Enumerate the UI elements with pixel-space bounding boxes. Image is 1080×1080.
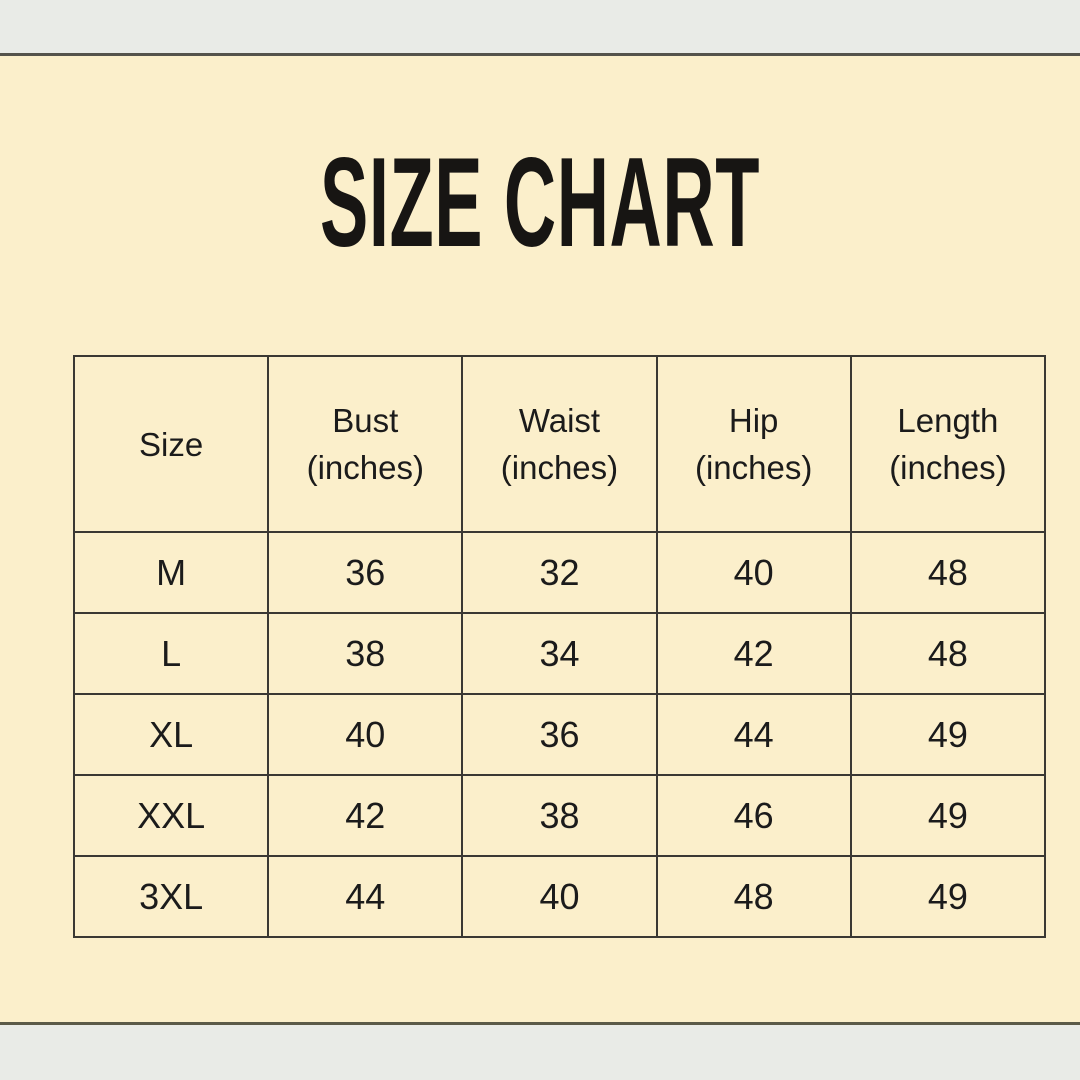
cell-waist: 34: [462, 613, 656, 694]
cell-waist: 40: [462, 856, 656, 937]
cell-size: L: [74, 613, 268, 694]
page-title-text: SIZE CHART: [319, 131, 761, 273]
cell-size: XL: [74, 694, 268, 775]
cell-waist: 32: [462, 532, 656, 613]
header-row: [74, 356, 1045, 532]
bottom-gray-strip: [0, 1022, 1080, 1080]
cell-waist: 38: [462, 775, 656, 856]
header-label: Hip: [728, 402, 779, 439]
size-chart-table-header: [74, 356, 1045, 532]
cell-length: 48: [851, 532, 1045, 613]
table-row-l: [74, 613, 1045, 694]
page-title: [0, 131, 1080, 273]
header-cell-bust: [268, 356, 462, 532]
cell-hip: 44: [657, 694, 851, 775]
cell-bust: 38: [268, 613, 462, 694]
cell-size: 3XL: [74, 856, 268, 937]
table-row-m: [74, 532, 1045, 613]
header-label: Waist: [518, 402, 601, 439]
table-row-xxl: [74, 775, 1045, 856]
cell-hip: 42: [657, 613, 851, 694]
size-chart-table-body: [74, 532, 1045, 937]
cell-hip: 46: [657, 775, 851, 856]
cell-bust: 44: [268, 856, 462, 937]
cell-hip: 48: [657, 856, 851, 937]
header-unit: (inches): [306, 449, 424, 486]
header-cell-hip: [657, 356, 851, 532]
header-label: Bust: [332, 402, 399, 439]
cell-length: 49: [851, 856, 1045, 937]
size-chart-table: [73, 355, 1046, 938]
cell-length: 48: [851, 613, 1045, 694]
header-label: Size: [138, 425, 204, 463]
header-unit: (inches): [889, 449, 1007, 486]
header-unit: (inches): [694, 449, 813, 486]
cell-bust: 42: [268, 775, 462, 856]
header-cell-size: [74, 356, 268, 532]
cell-size: M: [74, 532, 268, 613]
table-row-3xl: [74, 856, 1045, 937]
cell-length: 49: [851, 775, 1045, 856]
table-row-xl: [74, 694, 1045, 775]
cell-hip: 40: [657, 532, 851, 613]
header-unit: (inches): [500, 449, 619, 486]
cell-length: 49: [851, 694, 1045, 775]
cell-bust: 40: [268, 694, 462, 775]
top-gray-strip: [0, 0, 1080, 56]
cell-waist: 36: [462, 694, 656, 775]
cell-bust: 36: [268, 532, 462, 613]
header-cell-waist: [462, 356, 656, 532]
cell-size: XXL: [74, 775, 268, 856]
header-cell-length: [851, 356, 1045, 532]
header-label: Length: [897, 402, 999, 439]
